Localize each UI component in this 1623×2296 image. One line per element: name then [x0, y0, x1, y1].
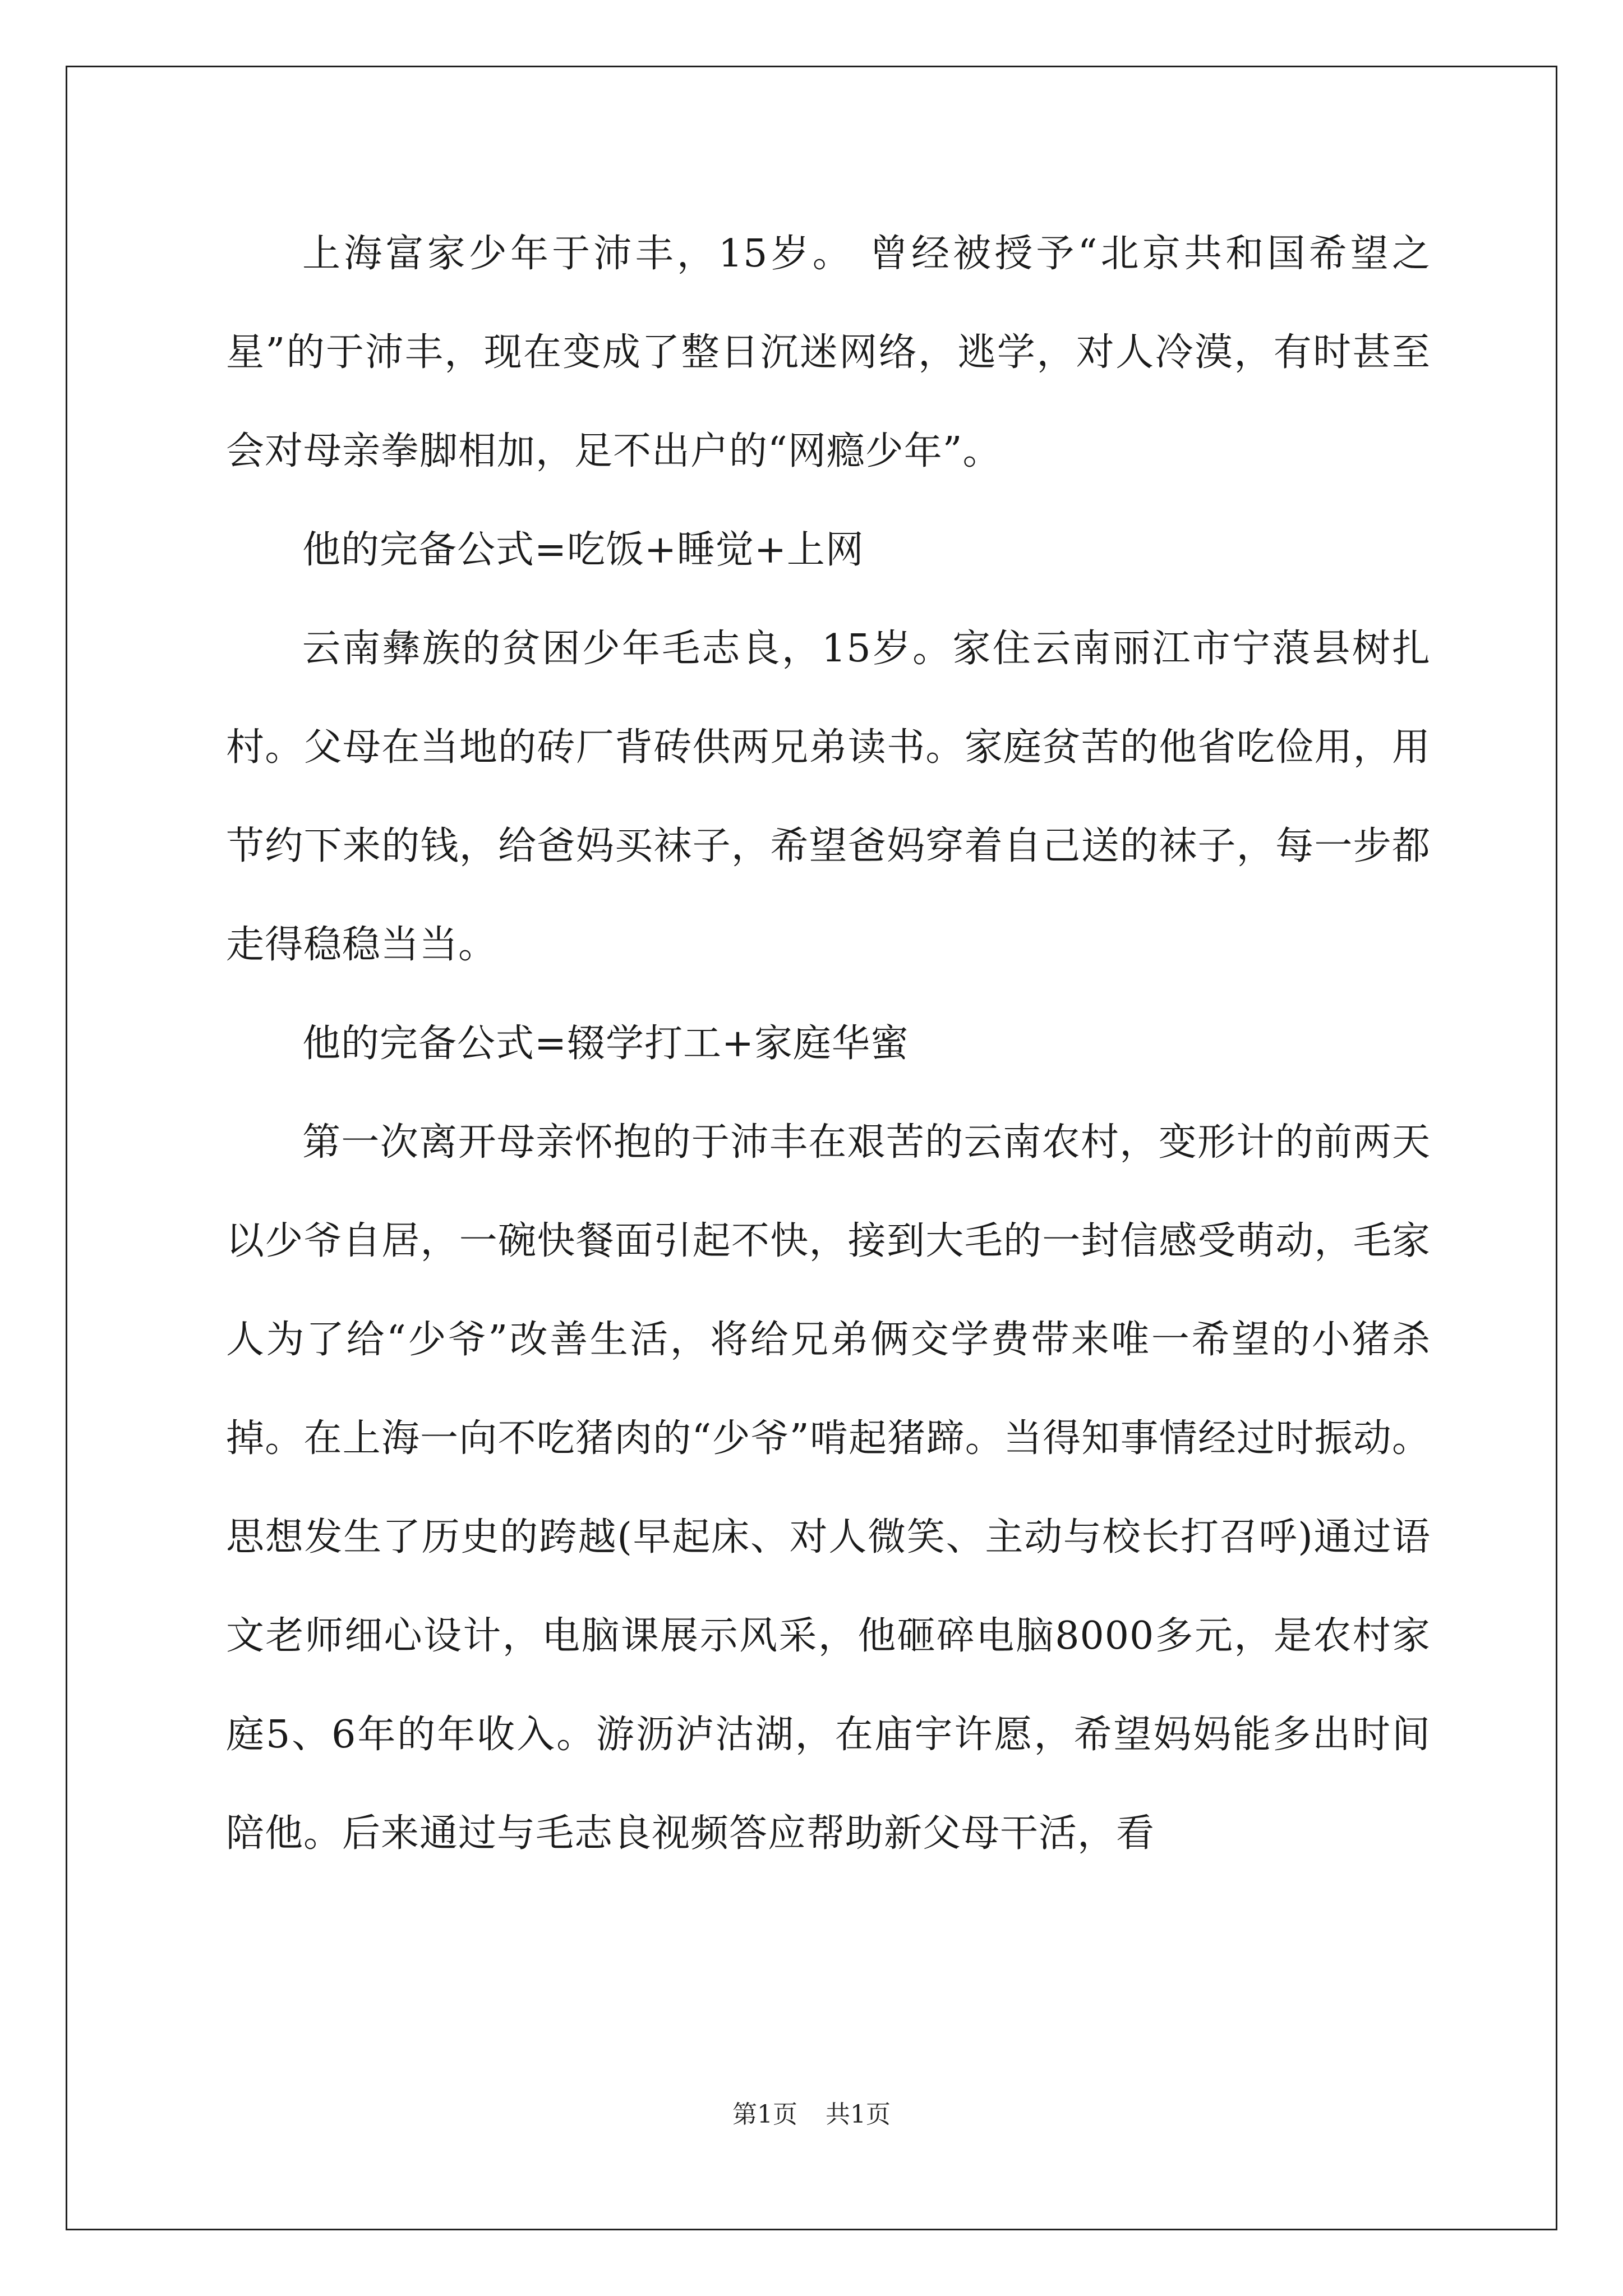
document-body	[226, 205, 1431, 1883]
page-footer	[0, 2098, 1623, 2132]
paragraph: 上海富家少年于沛丰，15岁。 曾经被授予“北京共和国希望之星”的于沛丰，现在变成了整日沉迷网络，逃学，对人冷漠，有时甚至会对母亲拳脚相加，足不出户的“网瘾少年”。	[226, 232, 1431, 473]
paragraph: 云南彝族的贫困少年毛志良，15岁。家住云南丽江市宁蒗县树扎村。父母在当地的砖厂背砖供两兄弟读书。家庭贫苦的他省吃俭用，用节约下来的钱，给爸妈买袜子，希望爸妈穿着自己送的袜子，每一步都走得稳稳当当。	[226, 627, 1431, 967]
paragraph: 他的完备公式=辍学打工+家庭华蜜	[302, 1022, 909, 1066]
page-total: 共1页	[826, 2100, 891, 2129]
paragraph: 第一次离开母亲怀抱的于沛丰在艰苦的云南农村，变形计的前两天以少爷自居，一碗快餐面引起不快，接到大毛的一封信感受萌动，毛家人为了给“少爷”改善生活，将给兄弟俩交学费带来唯一希望的小猪杀掉。在上海一向不吃猪肉的“少爷”啃起猪蹄。当得知事情经过时振动。思想发生了历史的跨越(早起床、对人微笑、主动与校长打召呼)通过语文老师细心设计，电脑课展示风采，他砸碎电脑8000多元，是农村家庭5、6年的年收入。游沥泸沽湖，在庙宇许愿，希望妈妈能多出时间陪他。后来通过与毛志良视频答应帮助新父母干活，看	[226, 1120, 1431, 1856]
page-number: 第1页	[732, 2100, 797, 2129]
paragraph: 他的完备公式=吃饭+睡觉+上网	[302, 528, 864, 572]
